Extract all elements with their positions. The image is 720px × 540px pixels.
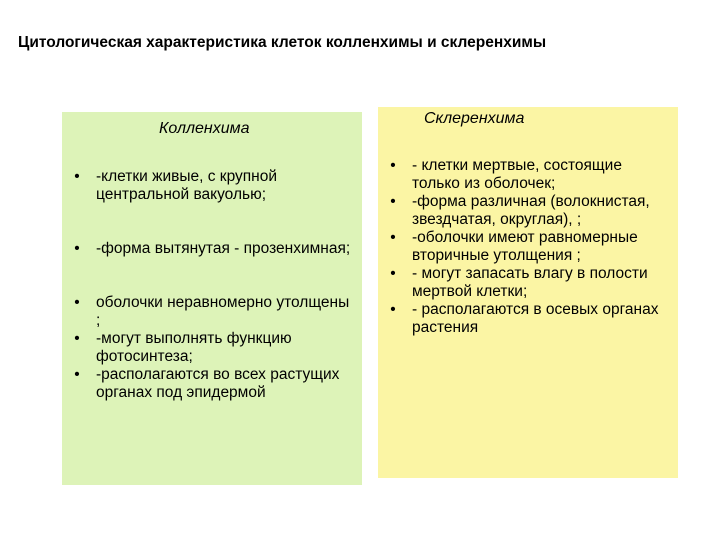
- list-item-text: -форма вытянутая - прозенхимная;: [96, 240, 351, 257]
- list-item-text: -располагаются во всех растущих органах под эпидермой: [96, 366, 340, 401]
- list-item-text: -форма различная (волокнистая, звездчатая, округлая), ;: [412, 193, 650, 228]
- bullet-icon: •: [390, 157, 396, 174]
- bullet-icon: •: [74, 330, 80, 347]
- bullet-icon: •: [390, 193, 396, 210]
- bullet-icon: •: [390, 229, 396, 246]
- list-item-text: -оболочки имеют равномерные вторичные утолщения ;: [412, 229, 638, 264]
- list-item: [70, 240, 355, 258]
- list-item: [386, 157, 674, 193]
- list-item-text: - могут запасать влагу в полости мертвой клетки;: [412, 265, 648, 300]
- list-item-text: оболочки неравномерно утолщены ;: [96, 294, 350, 329]
- slide-title: Цитологическая характеристика клеток колленхимы и склеренхимы: [18, 34, 547, 51]
- bullet-icon: •: [74, 294, 80, 311]
- list-item: [386, 193, 674, 229]
- collenchyma-heading: Колленхима: [159, 120, 250, 137]
- bullet-icon: •: [74, 240, 80, 257]
- sclerenchyma-panel: [378, 107, 678, 478]
- list-item-text: - клетки мертвые, состоящие только из оболочек;: [412, 157, 622, 192]
- bullet-icon: •: [74, 366, 80, 383]
- list-item-text: - располагаются в осевых органах растения: [412, 301, 659, 336]
- sclerenchyma-heading: Склеренхима: [424, 110, 525, 127]
- collenchyma-panel: [62, 112, 362, 485]
- list-item-text: -могут выполнять функцию фотосинтеза;: [96, 330, 292, 365]
- list-item: [70, 366, 355, 402]
- sclerenchyma-list: [386, 157, 674, 337]
- list-item-text: -клетки живые, с крупной центральной вакуолью;: [96, 168, 278, 203]
- list-item: [386, 265, 674, 301]
- list-item: [70, 294, 355, 330]
- list-item: [386, 301, 674, 337]
- list-item: [70, 168, 355, 204]
- list-item: [386, 229, 674, 265]
- bullet-icon: •: [390, 301, 396, 318]
- list-item: [70, 330, 355, 366]
- bullet-icon: •: [390, 265, 396, 282]
- collenchyma-list: [70, 168, 355, 402]
- bullet-icon: •: [74, 168, 80, 185]
